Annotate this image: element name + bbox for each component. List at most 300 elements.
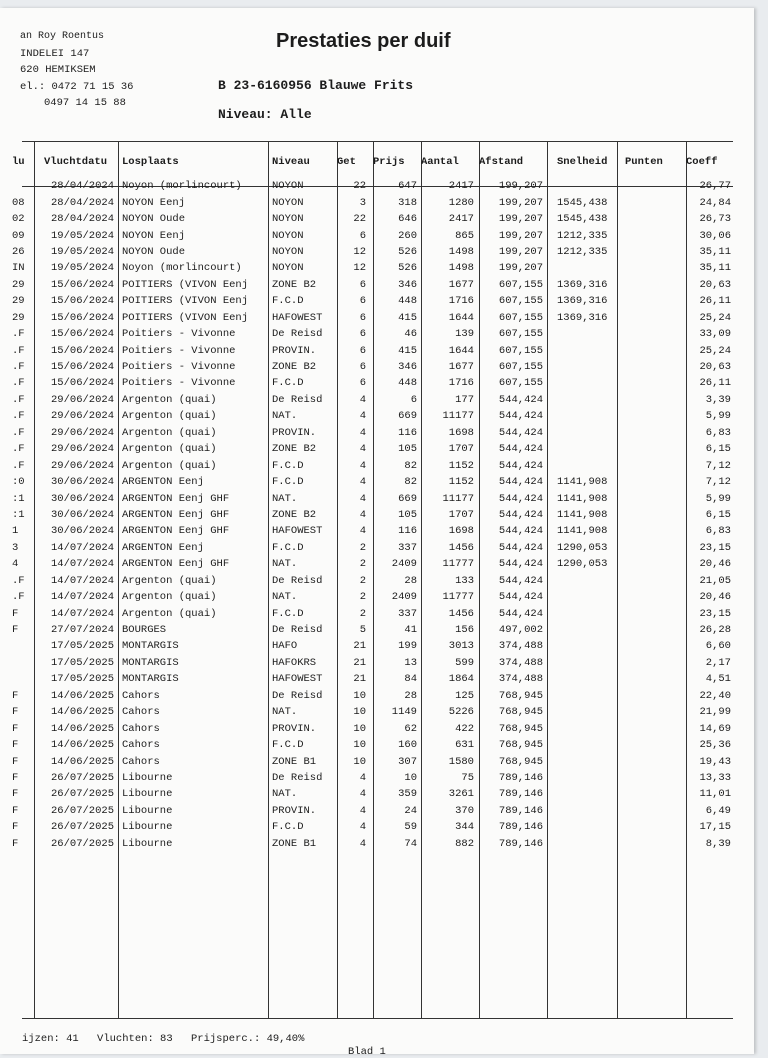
cell-release-point: Libourne [122,821,173,834]
cell-speed: 1369,316 [557,278,608,291]
cell-coefficient: 14,69 [699,722,731,735]
cell-date: 30/06/2024 [50,508,114,521]
cell-count: 11777 [442,558,474,571]
cell-level: HAFO [272,640,298,653]
table-row [12,260,733,276]
cell-count: 1677 [448,361,474,374]
cell-prize: 415 [398,311,417,324]
cell-lu: :0 [12,476,25,489]
cell-release-point: Argenton (quai) [122,574,217,587]
cell-coefficient: 5,99 [705,492,731,505]
cell-release-point: MONTARGIS [122,640,179,653]
cell-date: 14/06/2025 [50,739,114,752]
cell-coefficient: 33,09 [699,328,731,341]
cell-date: 26/07/2025 [50,804,114,817]
cell-release-point: Argenton (quai) [122,607,217,620]
cell-distance: 544,424 [498,426,543,439]
cell-prize: 526 [398,245,417,258]
cell-coefficient: 26,11 [699,377,731,390]
cell-distance: 789,146 [498,837,543,850]
cell-level: ZONE B2 [272,361,317,374]
cell-entered: 22 [353,180,366,193]
cell-coefficient: 26,77 [699,180,731,193]
table-row [12,227,733,243]
cell-coefficient: 24,84 [699,196,731,209]
cell-lu: F [12,722,19,735]
cell-lu: F [12,739,19,752]
cell-date: 15/06/2024 [50,311,114,324]
cell-speed [547,638,617,654]
cell-lu: F [12,804,19,817]
cell-lu: .F [12,426,25,439]
cell-level: ZONE B1 [272,837,317,850]
cell-speed [547,425,617,441]
cell-lu: F [12,624,19,637]
col-header-release-point: Losplaats [122,156,179,168]
cell-coefficient: 7,12 [705,476,731,489]
cell-release-point: Cahors [122,706,160,719]
owner-street: INDELEI 147 [20,48,90,60]
table-row [12,490,733,506]
cell-distance: 497,002 [498,624,543,637]
cell-entered: 4 [359,492,366,505]
cell-lu: 4 [12,558,19,571]
cell-lu: 1 [12,525,19,538]
cell-coefficient: 21,99 [699,706,731,719]
cell-points [617,474,686,490]
cell-date: 19/05/2024 [50,229,114,242]
cell-distance: 374,488 [498,656,543,669]
cell-level: NOYON [272,213,304,226]
cell-lu: :1 [12,492,25,505]
cell-lu: 26 [12,245,25,258]
table-row [12,622,733,638]
cell-release-point: ARGENTON Eenj [122,541,204,554]
cell-speed [547,688,617,704]
cell-count: 1698 [448,426,474,439]
cell-date: 17/05/2025 [50,656,114,669]
cell-prize: 318 [398,196,417,209]
cell-prize: 337 [398,607,417,620]
cell-prize: 337 [398,541,417,554]
cell-distance: 199,207 [498,180,543,193]
table-row [12,244,733,260]
cell-coefficient: 4,51 [705,673,731,686]
cell-date: 14/06/2025 [50,755,114,768]
cell-release-point: Argenton (quai) [122,459,217,472]
cell-coefficient: 22,40 [699,689,731,702]
cell-points [617,178,686,194]
cell-coefficient: 3,39 [705,393,731,406]
cell-coefficient: 6,83 [705,426,731,439]
cell-speed: 1141,908 [557,492,608,505]
col-header-distance: Afstand [479,156,524,168]
cell-release-point: POITIERS (VIVON Eenj [122,278,249,291]
cell-date: 15/06/2024 [50,377,114,390]
prizes-count: ijzen: 41 [22,1033,79,1045]
cell-count: 125 [455,689,474,702]
cell-entered: 4 [359,459,366,472]
table-row [12,704,733,720]
cell-entered: 2 [359,558,366,571]
cell-count: 3261 [448,788,474,801]
cell-coefficient: 26,28 [699,624,731,637]
table-row [12,737,733,753]
cell-entered: 6 [359,311,366,324]
cell-points [617,244,686,260]
cell-count: 370 [455,804,474,817]
cell-speed [547,704,617,720]
cell-coefficient: 19,43 [699,755,731,768]
cell-level: PROVIN. [272,426,317,439]
cell-prize: 260 [398,229,417,242]
cell-count: 1864 [448,673,474,686]
cell-release-point: POITIERS (VIVON Eenj [122,295,249,308]
cell-date: 29/06/2024 [50,459,114,472]
cell-count: 599 [455,656,474,669]
cell-points [617,786,686,802]
cell-coefficient: 8,39 [705,837,731,850]
cell-prize: 646 [398,213,417,226]
cell-count: 1698 [448,525,474,538]
cell-coefficient: 21,05 [699,574,731,587]
table-row [12,671,733,687]
table-row [12,803,733,819]
cell-distance: 544,424 [498,541,543,554]
cell-count: 1707 [448,508,474,521]
table-row [12,770,733,786]
table-row [12,523,733,539]
cell-lu: .F [12,591,25,604]
cell-points [617,293,686,309]
cell-entered: 4 [359,821,366,834]
cell-date: 19/05/2024 [50,245,114,258]
cell-distance: 607,155 [498,295,543,308]
cell-date: 27/07/2024 [50,624,114,637]
cell-speed: 1545,438 [557,196,608,209]
cell-points [617,622,686,638]
cell-entered: 4 [359,476,366,489]
cell-prize: 448 [398,295,417,308]
col-header-count: Aantal [421,156,459,168]
cell-date: 14/07/2024 [50,558,114,571]
cell-count: 865 [455,229,474,242]
cell-level: NAT. [272,410,298,423]
cell-count: 1280 [448,196,474,209]
col-header-coefficient: Coeff [686,156,718,168]
cell-points [617,425,686,441]
flights-count: Vluchten: 83 [97,1033,173,1045]
cell-count: 882 [455,837,474,850]
cell-release-point: Poitiers - Vivonne [122,377,236,390]
cell-speed [547,622,617,638]
cell-entered: 2 [359,541,366,554]
cell-coefficient: 35,11 [699,245,731,258]
cell-count: 1456 [448,607,474,620]
table-row [12,342,733,358]
cell-lu: .F [12,361,25,374]
cell-distance: 544,424 [498,574,543,587]
cell-points [617,770,686,786]
cell-release-point: Argenton (quai) [122,591,217,604]
cell-lu: .F [12,393,25,406]
owner-phone-1: el.: 0472 71 15 36 [20,81,134,93]
table-row [12,326,733,342]
cell-lu: 08 [12,196,25,209]
cell-distance: 768,945 [498,755,543,768]
cell-prize: 116 [398,525,417,538]
results-table [12,146,733,852]
cell-prize: 526 [398,262,417,275]
cell-speed: 1141,908 [557,508,608,521]
cell-date: 26/07/2025 [50,771,114,784]
cell-coefficient: 11,01 [699,788,731,801]
cell-count: 1152 [448,476,474,489]
cell-distance: 544,424 [498,393,543,406]
cell-release-point: Cahors [122,739,160,752]
cell-entered: 6 [359,344,366,357]
cell-entered: 4 [359,804,366,817]
cell-speed [547,178,617,194]
cell-prize: 346 [398,361,417,374]
cell-lu: .F [12,344,25,357]
cell-level: F.C.D [272,476,304,489]
cell-coefficient: 23,15 [699,607,731,620]
table-row [12,655,733,671]
cell-coefficient: 13,33 [699,771,731,784]
cell-count: 11177 [442,492,474,505]
cell-distance: 544,424 [498,459,543,472]
cell-points [617,605,686,621]
cell-date: 14/07/2024 [50,591,114,604]
cell-count: 1498 [448,245,474,258]
cell-release-point: Cahors [122,722,160,735]
cell-count: 139 [455,328,474,341]
cell-points [617,573,686,589]
cell-lu: .F [12,574,25,587]
cell-coefficient: 35,11 [699,262,731,275]
cell-level: F.C.D [272,541,304,554]
cell-prize: 105 [398,443,417,456]
cell-points [617,540,686,556]
cell-date: 15/06/2024 [50,344,114,357]
cell-level: De Reisd [272,328,323,341]
cell-lu: F [12,821,19,834]
cell-points [617,375,686,391]
table-row [12,589,733,605]
cell-level: De Reisd [272,574,323,587]
cell-points [617,753,686,769]
cell-distance: 374,488 [498,640,543,653]
cell-date: 14/06/2025 [50,722,114,735]
cell-coefficient: 26,11 [699,295,731,308]
cell-release-point: Argenton (quai) [122,393,217,406]
cell-speed [547,655,617,671]
table-row [12,605,733,621]
cell-points [617,310,686,326]
cell-distance: 544,424 [498,607,543,620]
cell-entered: 6 [359,377,366,390]
cell-points [617,737,686,753]
cell-prize: 82 [404,459,417,472]
cell-points [617,227,686,243]
cell-coefficient: 5,99 [705,410,731,423]
cell-date: 15/06/2024 [50,295,114,308]
level-filter-label: Niveau: Alle [218,107,312,122]
cell-lu: F [12,607,19,620]
cell-count: 1456 [448,541,474,554]
cell-speed [547,342,617,358]
cell-points [617,671,686,687]
cell-level: NAT. [272,706,298,719]
table-row [12,441,733,457]
cell-count: 1707 [448,443,474,456]
cell-points [617,589,686,605]
cell-lu: IN [12,262,25,275]
cell-prize: 359 [398,788,417,801]
table-row [12,688,733,704]
cell-release-point: NOYON Oude [122,245,186,258]
cell-lu: .F [12,377,25,390]
cell-entered: 4 [359,410,366,423]
cell-lu [12,638,34,654]
page-number: Blad 1 [348,1046,386,1058]
cell-speed [547,819,617,835]
cell-coefficient: 23,15 [699,541,731,554]
cell-speed [547,803,617,819]
cell-points [617,720,686,736]
cell-prize: 307 [398,755,417,768]
cell-points [617,490,686,506]
cell-level: ZONE B2 [272,278,317,291]
cell-date: 17/05/2025 [50,673,114,686]
cell-date: 30/06/2024 [50,525,114,538]
table-row [12,638,733,654]
cell-prize: 669 [398,410,417,423]
cell-lu: F [12,788,19,801]
cell-lu [12,671,34,687]
cell-date: 17/05/2025 [50,640,114,653]
cell-count: 1498 [448,262,474,275]
col-header-speed: Snelheid [557,156,608,168]
cell-level: NOYON [272,262,304,275]
cell-speed: 1141,908 [557,525,608,538]
cell-distance: 768,945 [498,706,543,719]
cell-release-point: Noyon (morlincourt) [122,180,242,193]
cell-distance: 607,155 [498,344,543,357]
cell-distance: 789,146 [498,821,543,834]
cell-count: 344 [455,821,474,834]
cell-entered: 6 [359,229,366,242]
cell-entered: 21 [353,640,366,653]
prize-percentage: Prijsperc.: 49,40% [190,1033,305,1045]
cell-prize: 28 [404,574,417,587]
cell-points [617,277,686,293]
cell-level: NAT. [272,492,298,505]
cell-level: De Reisd [272,689,323,702]
cell-prize: 62 [404,722,417,735]
cell-points [617,819,686,835]
cell-prize: 160 [398,739,417,752]
table-row [12,178,733,194]
cell-level: NAT. [272,591,298,604]
table-row [12,753,733,769]
cell-distance: 607,155 [498,377,543,390]
cell-level: NOYON [272,196,304,209]
cell-entered: 4 [359,426,366,439]
cell-entered: 2 [359,591,366,604]
table-row [12,211,733,227]
cell-date: 15/06/2024 [50,328,114,341]
cell-entered: 4 [359,837,366,850]
cell-speed [547,786,617,802]
cell-level: F.C.D [272,739,304,752]
cell-level: NAT. [272,788,298,801]
cell-coefficient: 6,49 [705,804,731,817]
cell-entered: 10 [353,689,366,702]
cell-release-point: BOURGES [122,624,167,637]
cell-speed [547,753,617,769]
cell-speed [547,359,617,375]
cell-count: 1677 [448,278,474,291]
cell-coefficient: 6,15 [705,443,731,456]
cell-prize: 199 [398,640,417,653]
cell-entered: 12 [353,262,366,275]
cell-speed [547,720,617,736]
cell-points [617,342,686,358]
cell-points [617,441,686,457]
cell-prize: 2409 [391,591,417,604]
cell-distance: 789,146 [498,771,543,784]
cell-coefficient: 7,12 [705,459,731,472]
cell-release-point: Argenton (quai) [122,410,217,423]
cell-release-point: MONTARGIS [122,656,179,669]
cell-count: 631 [455,739,474,752]
cell-prize: 46 [404,328,417,341]
cell-distance: 607,155 [498,278,543,291]
cell-level: NOYON [272,229,304,242]
cell-distance: 768,945 [498,739,543,752]
cell-release-point: Libourne [122,804,173,817]
cell-points [617,457,686,473]
cell-count: 133 [455,574,474,587]
cell-date: 29/06/2024 [50,410,114,423]
table-row [12,392,733,408]
table-row [12,836,733,852]
table-row [12,375,733,391]
col-header-entered: Get [337,156,356,168]
col-header-prize: Prijs [373,156,405,168]
cell-speed: 1290,053 [557,558,608,571]
cell-release-point: ARGENTON Eenj [122,476,204,489]
cell-speed [547,770,617,786]
cell-date: 15/06/2024 [50,278,114,291]
cell-release-point: Libourne [122,771,173,784]
cell-entered: 10 [353,755,366,768]
cell-prize: 82 [404,476,417,489]
cell-entered: 10 [353,706,366,719]
cell-level: ZONE B2 [272,508,317,521]
cell-date: 26/07/2025 [50,788,114,801]
cell-prize: 647 [398,180,417,193]
cell-entered: 21 [353,673,366,686]
col-header-points: Punten [625,156,663,168]
cell-distance: 789,146 [498,804,543,817]
cell-release-point: Argenton (quai) [122,443,217,456]
cell-prize: 28 [404,689,417,702]
cell-level: HAFOWEST [272,673,323,686]
table-row [12,819,733,835]
